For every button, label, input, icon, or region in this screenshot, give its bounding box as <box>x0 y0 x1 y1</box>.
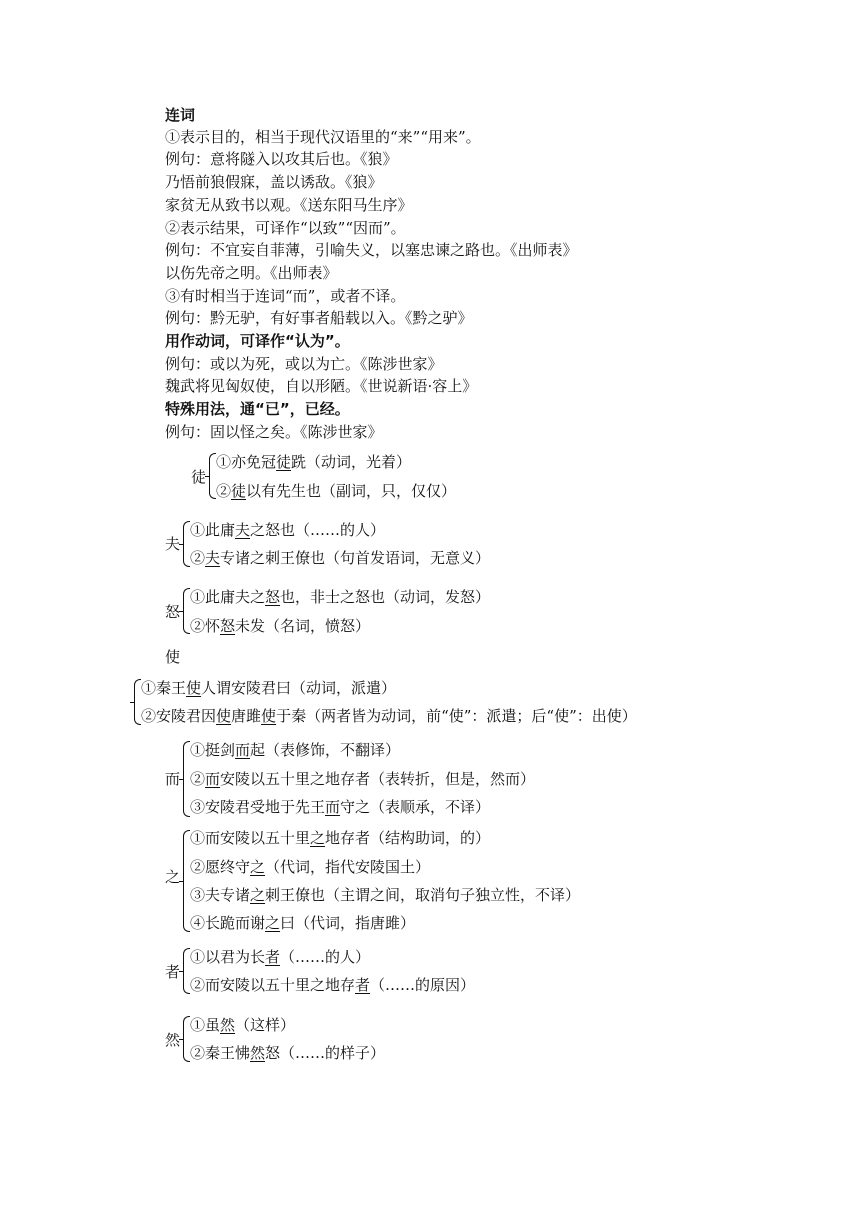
group-item: ③安陵君受地于先王而守之（表顺承，不译） <box>190 798 491 816</box>
group-item: ②怀怒未发（名词，愤怒） <box>190 617 371 635</box>
section-title-verb: 用作动词，可译作“认为”。 <box>165 332 350 350</box>
group-item: ②秦王怫然怒（……的样子） <box>190 1044 386 1062</box>
group-char-er: 而 <box>165 770 181 788</box>
brace <box>183 741 190 817</box>
brace <box>209 453 216 499</box>
group-item: ②而安陵以五十里之地存者（……的原因） <box>190 976 476 994</box>
text-line: 例句：不宜妄自菲薄，引喻失义，以塞忠谏之路也。《出师表》 <box>165 241 578 259</box>
group-item: ④长跪而谢之曰（代词，指唐雎） <box>190 914 416 932</box>
group-item: ②夫专诸之刺王僚也（句首发语词，无意义） <box>190 549 491 567</box>
brace <box>183 588 190 634</box>
text-line: 以伤先帝之明。《出师表》 <box>165 264 338 282</box>
text-line: 例句：或以为死，或以为亡。《陈涉世家》 <box>165 355 443 373</box>
group-item: ①此庸夫之怒也（……的人） <box>190 521 386 539</box>
group-item: ①此庸夫之怒也，非士之怒也（动词，发怒） <box>190 588 491 606</box>
group-char-tu: 徒 <box>191 468 207 486</box>
text-line: 家贫无从致书以观。《送东阳马生序》 <box>165 196 413 214</box>
group-item: ①以君为长者（……的人） <box>190 948 371 966</box>
group-char-nu: 怒 <box>165 603 181 621</box>
text-line: 例句：意将隧入以攻其后也。《狼》 <box>165 150 398 168</box>
heading-lianci: 连词 <box>165 106 196 124</box>
group-item: ②愿终守之（代词，指代安陵国土） <box>190 858 431 876</box>
group-char-fu: 夫 <box>165 535 181 553</box>
group-char-ran: 然 <box>165 1031 181 1049</box>
group-char-zhe: 者 <box>165 963 181 981</box>
brace <box>183 1016 190 1062</box>
brace <box>183 521 190 567</box>
text-line: 例句：固以怪之矣。《陈涉世家》 <box>165 423 383 441</box>
text-line: 魏武将见匈奴使，自以形陋。《世说新语·容上》 <box>165 377 478 395</box>
section-title-special: 特殊用法，通“已”，已经。 <box>165 400 350 418</box>
group-item: ①虽然（这样） <box>190 1016 296 1034</box>
brace <box>183 830 190 932</box>
group-char-shi: 使 <box>165 648 181 666</box>
brace <box>183 948 190 994</box>
group-item: ①秦王使人谓安陵君曰（动词，派遣） <box>141 679 397 697</box>
group-item: ①亦免冠徒跣（动词，光着） <box>216 453 412 471</box>
text-line: ①表示目的，相当于现代汉语里的“来”“用来”。 <box>165 128 481 146</box>
text-line: 乃悟前狼假寐，盖以诱敌。《狼》 <box>165 173 383 191</box>
group-item: ②安陵君因使唐雎使于秦（两者皆为动词，前“使”：派遣；后“使”：出使） <box>141 707 637 725</box>
text-line: ③有时相当于连词“而”，或者不译。 <box>165 287 406 305</box>
group-char-zhi: 之 <box>165 868 181 886</box>
group-item: ①挺剑而起（表修饰，不翻译） <box>190 741 401 759</box>
brace <box>134 679 141 725</box>
group-item: ①而安陵以五十里之地存者（结构助词，的） <box>190 829 491 847</box>
group-item: ③夫专诸之刺王僚也（主谓之间，取消句子独立性，不译） <box>190 886 581 904</box>
text-line: 例句：黔无驴，有好事者船载以入。《黔之驴》 <box>165 309 473 327</box>
group-item: ②徒以有先生也（副词，只，仅仅） <box>216 482 457 500</box>
text-line: ②表示结果，可译作“以致”“因而”。 <box>165 219 406 237</box>
group-item: ②而安陵以五十里之地存者（表转折，但是，然而） <box>190 770 536 788</box>
